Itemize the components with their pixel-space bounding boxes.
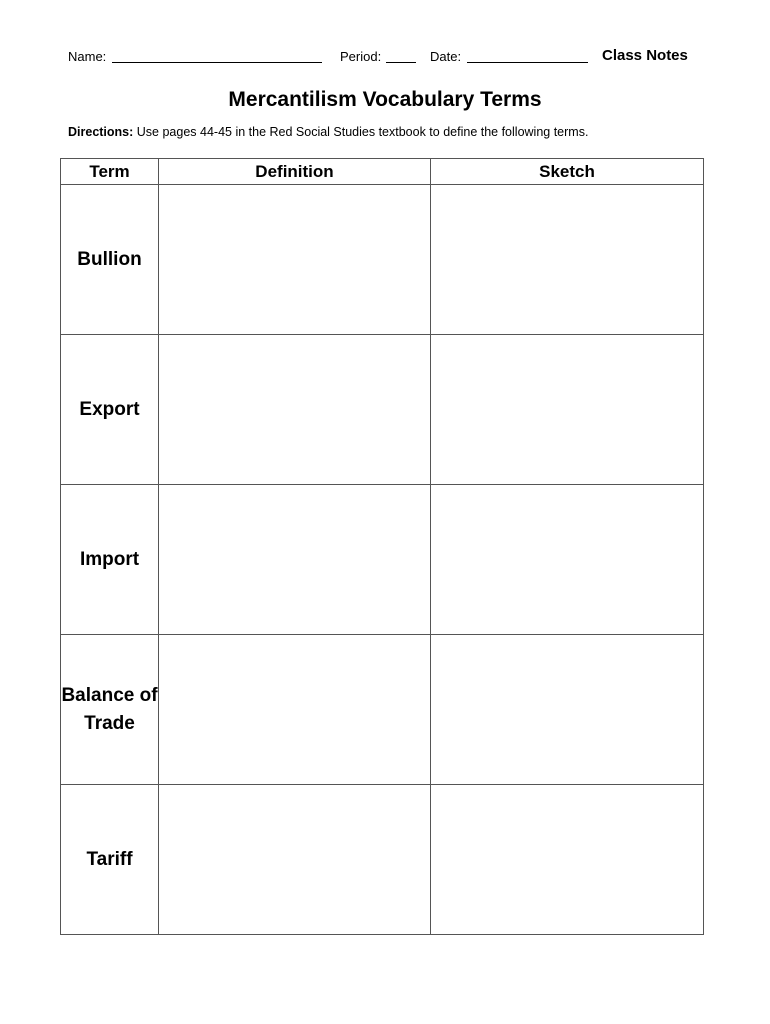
date-label: Date: <box>430 49 462 64</box>
table-row <box>61 635 704 785</box>
definition-cell[interactable] <box>159 635 431 785</box>
sketch-cell[interactable] <box>431 185 704 335</box>
definition-cell[interactable] <box>159 785 431 935</box>
date-blank[interactable] <box>467 62 588 63</box>
definition-cell[interactable] <box>159 185 431 335</box>
table-row <box>61 185 704 335</box>
table-row <box>61 335 704 485</box>
sketch-cell[interactable] <box>431 635 704 785</box>
vocabulary-table <box>60 158 704 935</box>
class-notes-label: Class Notes <box>602 47 688 64</box>
sketch-column-header: Sketch <box>431 159 704 185</box>
definition-column-header: Definition <box>159 159 431 185</box>
directions-text: Use pages 44-45 in the Red Social Studies textbook to define the following terms. <box>133 125 589 139</box>
term-column-header: Term <box>61 159 159 185</box>
term-cell: Import <box>61 485 159 635</box>
table-row <box>61 485 704 635</box>
header-fields <box>68 47 708 69</box>
directions <box>68 125 708 139</box>
period-blank[interactable] <box>386 62 416 63</box>
name-blank[interactable] <box>112 62 322 63</box>
page-title: Mercantilism Vocabulary Terms <box>228 88 542 111</box>
name-label: Name: <box>68 49 107 64</box>
sketch-cell[interactable] <box>431 335 704 485</box>
definition-cell[interactable] <box>159 485 431 635</box>
term-cell: Tariff <box>61 785 159 935</box>
table-row <box>61 785 704 935</box>
term-cell: Export <box>61 335 159 485</box>
table-header-row <box>61 159 704 185</box>
sketch-cell[interactable] <box>431 785 704 935</box>
term-cell: Bullion <box>61 185 159 335</box>
definition-cell[interactable] <box>159 335 431 485</box>
sketch-cell[interactable] <box>431 485 704 635</box>
directions-label: Directions: <box>68 125 134 139</box>
term-cell: Balance of Trade <box>61 635 159 785</box>
period-label: Period: <box>340 49 382 64</box>
